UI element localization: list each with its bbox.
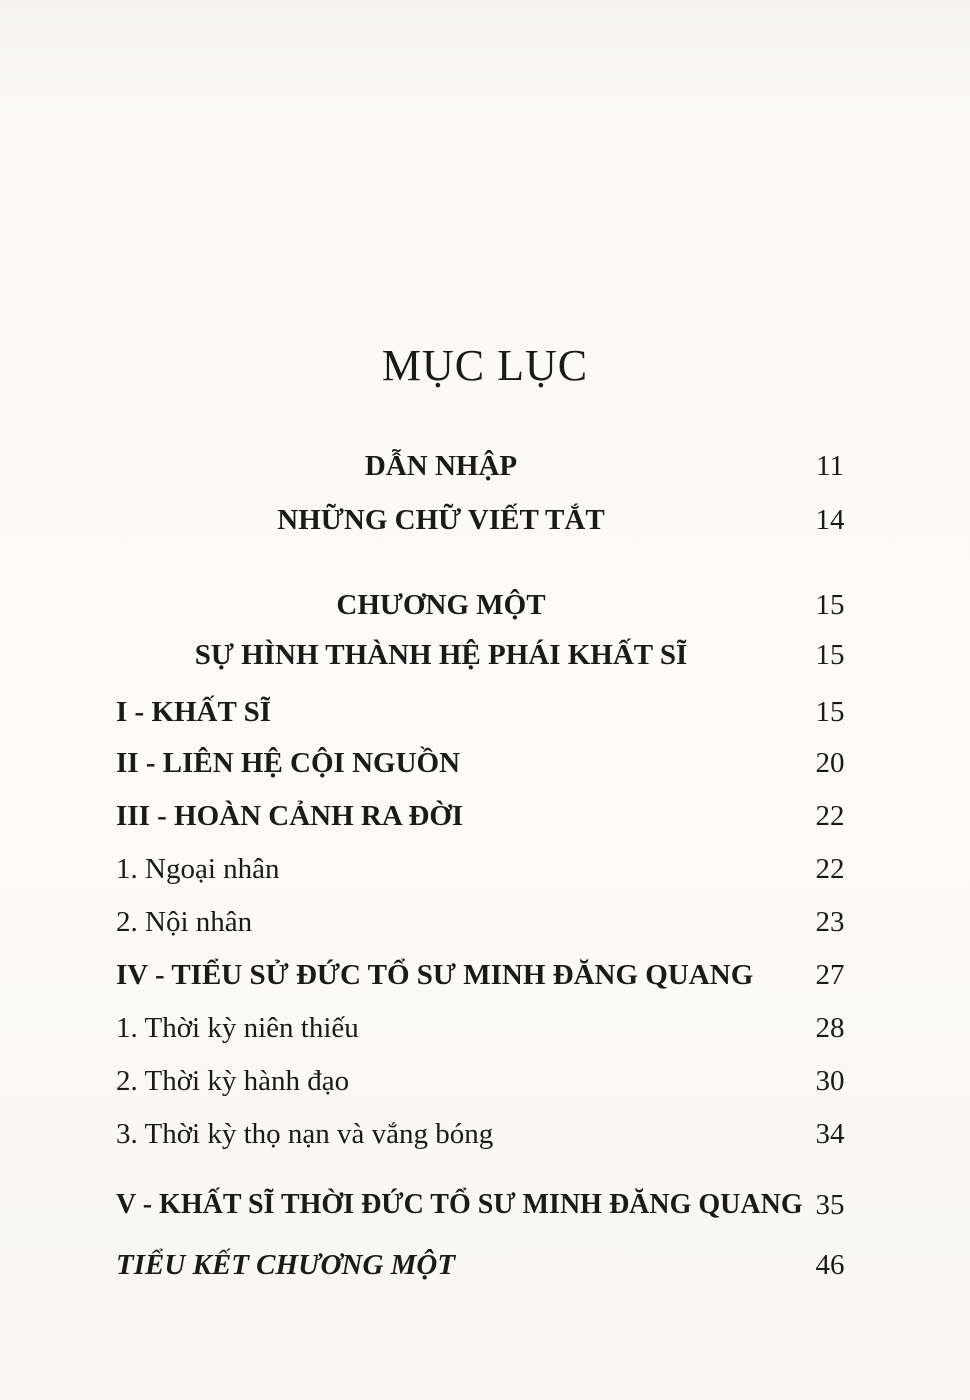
- toc-entry-page: 11: [816, 450, 844, 482]
- toc-entry-page: 23: [815, 906, 845, 938]
- toc-entry-chapter-summary: [0, 1245, 970, 1285]
- toc-entry-chapter-one: [0, 585, 970, 625]
- toc-entry-page: 20: [815, 747, 845, 779]
- toc-entry-page: 34: [815, 1118, 845, 1150]
- toc-title: MỤC LỤC: [381, 341, 589, 390]
- toc-entry-page: 15: [815, 589, 845, 621]
- toc-entry-label: DẪN NHẬP: [364, 450, 518, 482]
- toc-entry-label: II - LIÊN HỆ CỘI NGUỒN: [116, 747, 461, 779]
- toc-entry-subsection: [0, 902, 970, 942]
- toc-entry-page: 22: [815, 853, 845, 885]
- toc-entry-page: 28: [815, 1012, 845, 1044]
- toc-entry-page: 35: [815, 1189, 845, 1221]
- toc-entry-label: 1. Thời kỳ niên thiếu: [116, 1012, 359, 1044]
- toc-entry-intro: [0, 446, 970, 486]
- toc-entry-subsection: [0, 1061, 970, 1101]
- toc-entry-label: 2. Thời kỳ hành đạo: [116, 1065, 350, 1097]
- toc-entry-page: 27: [815, 959, 845, 991]
- toc-entry-label: TIỂU KẾT CHƯƠNG MỘT: [116, 1249, 456, 1281]
- toc-entry-label: SỰ HÌNH THÀNH HỆ PHÁI KHẤT SĨ: [194, 639, 688, 671]
- toc-entry-section-5: [0, 1185, 970, 1225]
- toc-entry-label: 3. Thời kỳ thọ nạn và vắng bóng: [116, 1118, 494, 1150]
- toc-entry-page: 15: [815, 696, 845, 728]
- toc-entry-section-4: [0, 955, 970, 995]
- toc-entry-subsection: [0, 849, 970, 889]
- toc-entry-label: IV - TIỂU SỬ ĐỨC TỔ SƯ MINH ĐĂNG QUANG: [116, 959, 754, 991]
- toc-entry-page: 30: [815, 1065, 845, 1097]
- toc-entry-page: 14: [815, 504, 845, 536]
- toc-entry-label: I - KHẤT SĨ: [116, 696, 271, 728]
- toc-entry-section-3: [0, 796, 970, 836]
- toc-entry-subsection: [0, 1008, 970, 1048]
- toc-entry-section-1: [0, 692, 970, 732]
- toc-entry-section-2: [0, 743, 970, 783]
- toc-entry-chapter-one-title: [0, 635, 970, 675]
- toc-entry-label: 1. Ngoại nhân: [116, 853, 280, 885]
- toc-entry-subsection: [0, 1114, 970, 1154]
- toc-entry-abbreviations: [0, 500, 970, 540]
- toc-entry-page: 15: [815, 639, 845, 671]
- toc-entry-page: 46: [815, 1249, 845, 1281]
- toc-entry-label: NHỮNG CHỮ VIẾT TẮT: [277, 504, 605, 536]
- toc-entry-label: V - KHẤT SĨ THỜI ĐỨC TỔ SƯ MINH ĐĂNG QUANG: [116, 1189, 803, 1220]
- toc-entry-label: III - HOÀN CẢNH RA ĐỜI: [116, 800, 464, 832]
- toc-entry-label: 2. Nội nhân: [116, 906, 253, 938]
- toc-entry-label: CHƯƠNG MỘT: [336, 589, 546, 621]
- toc-entry-page: 22: [815, 800, 845, 832]
